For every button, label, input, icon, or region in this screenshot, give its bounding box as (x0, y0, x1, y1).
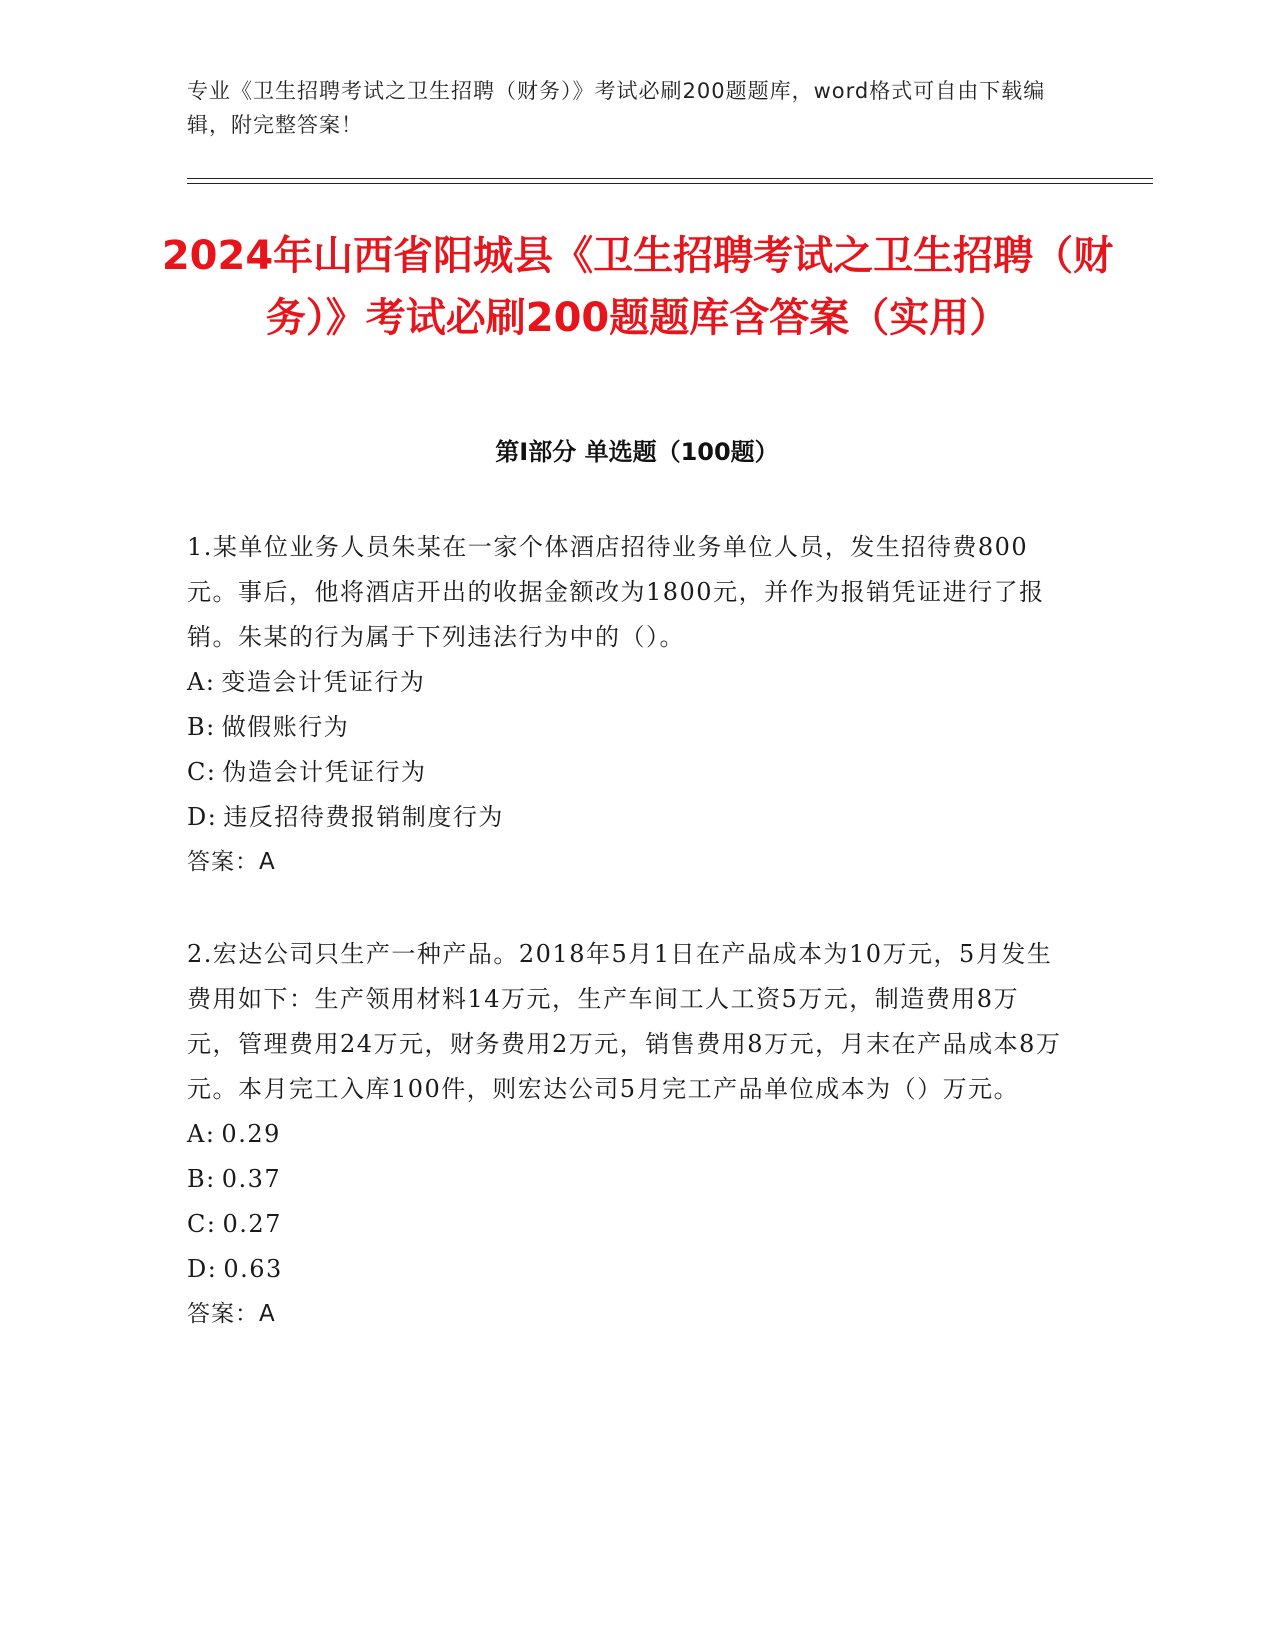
document-title: 2024年山西省阳城县《卫生招聘考试之卫生招聘（财务）》考试必刷200题题库含答案（实用） (161, 233, 1114, 341)
option-text: 0.29 (221, 1120, 281, 1148)
option-text: 0.37 (221, 1165, 282, 1193)
answer-line: 答案：A (187, 849, 276, 875)
section-heading: 第Ⅰ部分 单选题（100题） (495, 438, 779, 466)
option-b (187, 705, 1067, 750)
option-text: 做假账行为 (221, 713, 350, 741)
header-note: 专业《卫生招聘考试之卫生招聘（财务）》考试必刷200题题库，word格式可自由下载编辑，附完整答案！ (187, 79, 1046, 137)
question-2 (187, 932, 1067, 1337)
option-text: 违反招待费报销制度行为 (223, 803, 504, 831)
option-b (187, 1157, 1067, 1202)
option-letter: C: (187, 1210, 217, 1238)
header-rule-bottom (187, 183, 1153, 184)
option-letter: A: (187, 668, 216, 696)
option-text: 0.27 (222, 1210, 282, 1238)
option-d (187, 1247, 1067, 1292)
question-1 (187, 525, 1067, 885)
option-letter: B: (187, 713, 216, 741)
option-letter: D: (187, 803, 218, 831)
option-text: 变造会计凭证行为 (221, 668, 426, 696)
option-letter: C: (187, 758, 217, 786)
option-c (187, 750, 1067, 795)
option-a (187, 660, 1067, 705)
option-a (187, 1112, 1067, 1157)
question-stem: 1.某单位业务人员朱某在一家个体酒店招待业务单位人员，发生招待费800元。事后，他将酒店开出的收据金额改为1800元，并作为报销凭证进行了报销。朱某的行为属于下列违法行为中的（）。 (187, 533, 1045, 651)
option-letter: D: (187, 1255, 218, 1283)
header-rule-top (187, 178, 1153, 179)
question-stem: 2.宏达公司只生产一种产品。2018年5月1日在产品成本为10万元，5月发生费用如下：生产领用材料14万元，生产车间工人工资5万元，制造费用8万元，管理费用24万元，财务费用2万元，销售费用8万元，月末在产品成本8万元。本月完工入库100件，则宏达公司5月完工产品单位成本为（）万元。 (187, 940, 1062, 1103)
option-d (187, 795, 1067, 840)
answer-line: 答案：A (187, 1301, 276, 1327)
option-letter: B: (187, 1165, 216, 1193)
option-c (187, 1202, 1067, 1247)
option-text: 伪造会计凭证行为 (222, 758, 427, 786)
option-text: 0.63 (223, 1255, 283, 1283)
option-letter: A: (187, 1120, 216, 1148)
